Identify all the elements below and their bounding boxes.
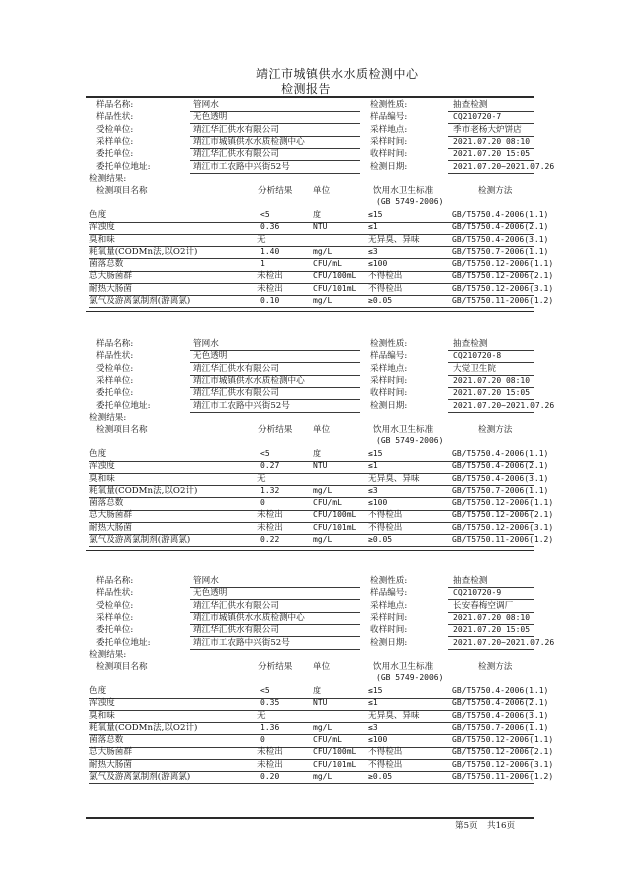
col-header-result: 分析结果 (258, 186, 293, 197)
info-value-entrust-addr: 靖江市工农路中兴街52号 (193, 637, 290, 648)
table-row-unit: CFU/100mL (313, 747, 357, 757)
table-row-method: GB/T5750.4-2006(3.1) (452, 473, 549, 483)
info-underline (190, 412, 360, 413)
table-row-result: <5 (260, 449, 270, 459)
info-label-sampling-time: 采样时间: (370, 136, 408, 147)
table-row-std: 无异臭、异味 (368, 234, 420, 245)
col-header-method: 检测方法 (478, 662, 513, 673)
info-value-receive-time: 2021.07.20 15:05 (453, 149, 531, 159)
info-value-test-date: 2021.07.20~2021.07.26 (453, 161, 555, 171)
table-row-std: ≤1 (368, 698, 378, 708)
table-row-item: 耐热大肠菌 (89, 283, 132, 294)
results-heading: 检测结果: (89, 173, 127, 184)
info-value-entrust: 靖江华汇供水有限公司 (193, 149, 279, 160)
table-row-result: 0.27 (260, 461, 280, 471)
info-value-sample-no: CQ210720-8 (453, 351, 502, 361)
table-row-item: 菌落总数 (89, 259, 124, 270)
table-row-unit: NTU (313, 461, 328, 471)
results-heading: 检测结果: (89, 412, 127, 423)
info-label-test-nature: 检测性质: (370, 576, 408, 586)
table-row-result: <5 (260, 210, 270, 220)
info-underline (190, 649, 360, 650)
table-row-method: GB/T5750.11-2006(1.2) (452, 534, 554, 544)
table-row-unit: mg/L (313, 485, 333, 495)
table-row-result: 1.32 (260, 485, 280, 495)
col-header-std: 饮用水卫生标准 (373, 186, 434, 197)
table-row-item: 浑浊度 (89, 698, 115, 709)
table-row-item: 耗氧量(CODMn法,以O2计) (89, 485, 198, 496)
info-label-sampling-place: 采样地点: (370, 363, 408, 374)
table-row-item: 耗氧量(CODMn法,以O2计) (89, 246, 198, 257)
info-label-sample-name: 样品名称: (96, 100, 134, 110)
report-title: 靖江市城镇供水水质检测中心 (256, 67, 419, 81)
info-value-sampler: 靖江市城镇供水水质检测中心 (193, 136, 305, 147)
info-label-sample-form: 样品性状: (96, 588, 134, 599)
table-row-item: 氯气及游离氯制剂(游离氯) (89, 534, 191, 545)
table-row-std: 不得检出 (368, 747, 403, 758)
table-row-rule (89, 307, 534, 308)
info-label-test-nature: 检测性质: (370, 339, 408, 349)
info-value-sampling-time: 2021.07.20 08:10 (453, 375, 531, 385)
info-label-receive-time: 收样时间: (370, 388, 408, 399)
info-value-sample-no: CQ210720-9 (453, 588, 502, 598)
info-label-sampling-time: 采样时间: (370, 612, 408, 623)
table-row-result: 未检出 (257, 747, 283, 758)
table-row-item: 总大肠菌群 (89, 510, 132, 521)
table-row-unit: mg/L (313, 771, 333, 781)
table-row-item: 氯气及游离氯制剂(游离氯) (89, 771, 191, 782)
info-label-sampling-time: 采样时间: (370, 375, 408, 386)
table-row-std: 不得检出 (368, 510, 403, 521)
table-row-std: ≥0.05 (368, 771, 393, 781)
info-value-test-date: 2021.07.20~2021.07.26 (453, 400, 555, 410)
table-row-unit: mg/L (313, 722, 333, 732)
info-value-client: 靖江华汇供水有限公司 (193, 363, 279, 374)
table-row-item: 总大肠菌群 (89, 271, 132, 282)
info-label-entrust-addr: 委托单位地址: (96, 637, 151, 648)
info-label-client: 受检单位: (96, 363, 134, 374)
table-row-std: ≤15 (368, 449, 383, 459)
info-value-test-nature: 抽查检测 (453, 576, 488, 586)
table-row-unit: NTU (313, 698, 328, 708)
table-row-method: GB/T5750.12-2006(2.1) (452, 271, 554, 281)
table-row-std: ≤3 (368, 246, 378, 256)
table-row-method: GB/T5750.12-2006(3.1) (452, 522, 554, 532)
info-value-entrust: 靖江华汇供水有限公司 (193, 625, 279, 636)
info-label-sample-form: 样品性状: (96, 112, 134, 123)
info-value-test-nature: 抽查检测 (453, 339, 488, 349)
table-row-method: GB/T5750.11-2006(1.2) (452, 771, 554, 781)
table-row-unit: mg/L (313, 246, 333, 256)
table-row-std: 无异臭、异味 (368, 710, 420, 721)
table-row-std: ≤3 (368, 722, 378, 732)
col-header-std: 饮用水卫生标准 (373, 662, 434, 673)
info-value-sampler: 靖江市城镇供水水质检测中心 (193, 375, 305, 386)
info-label-entrust: 委托单位: (96, 625, 134, 636)
info-value-sample-form: 无色透明 (193, 588, 228, 599)
info-label-test-nature: 检测性质: (370, 100, 408, 110)
table-row-method: GB/T5750.12-2006(2.1) (452, 510, 554, 520)
table-row-unit: CFU/101mL (313, 759, 357, 769)
info-label-sampling-place: 采样地点: (370, 600, 408, 611)
table-row-unit: CFU/101mL (313, 283, 357, 293)
info-label-entrust-addr: 委托单位地址: (96, 161, 151, 172)
col-header-std-code: (GB 5749-2006) (376, 436, 444, 446)
col-header-std-code: (GB 5749-2006) (376, 673, 444, 683)
table-row-std: ≤100 (368, 259, 388, 269)
table-row-item: 色度 (89, 449, 107, 460)
table-row-unit: 度 (313, 210, 321, 220)
table-row-unit: CFU/100mL (313, 271, 357, 281)
table-row-rule (89, 783, 534, 784)
table-row-item: 浑浊度 (89, 222, 115, 233)
info-value-sample-form: 无色透明 (193, 112, 228, 123)
table-row-method: GB/T5750.7-2006(1.1) (452, 485, 549, 495)
table-row-unit: CFU/101mL (313, 522, 357, 532)
table-row-std: ≤15 (368, 686, 383, 696)
info-underline (190, 173, 360, 174)
table-row-item: 耗氧量(CODMn法,以O2计) (89, 722, 198, 733)
table-row-result: 0.22 (260, 534, 280, 544)
info-label-sample-name: 样品名称: (96, 339, 134, 349)
table-row-unit: CFU/mL (313, 259, 342, 269)
info-value-entrust: 靖江华汇供水有限公司 (193, 388, 279, 399)
col-header-unit: 单位 (313, 662, 331, 673)
info-label-sampler: 采样单位: (96, 375, 134, 386)
info-label-entrust: 委托单位: (96, 149, 134, 160)
table-row-result: 0 (260, 735, 265, 745)
table-row-result: 0 (260, 498, 265, 508)
col-header-item: 检测项目名称 (96, 662, 148, 673)
table-row-item: 耐热大肠菌 (89, 759, 132, 770)
info-value-entrust-addr: 靖江市工农路中兴街52号 (193, 161, 290, 172)
table-row-result: 无 (257, 710, 266, 721)
results-heading: 检测结果: (89, 649, 127, 660)
info-label-receive-time: 收样时间: (370, 625, 408, 636)
table-row-method: GB/T5750.12-2006(3.1) (452, 283, 554, 293)
table-row-unit: 度 (313, 686, 321, 696)
table-row-unit: CFU/100mL (313, 510, 357, 520)
col-header-std: 饮用水卫生标准 (373, 425, 434, 436)
table-row-method: GB/T5750.12-2006(1.1) (452, 498, 554, 508)
table-row-result: 0.36 (260, 222, 280, 232)
table-row-std: ≥0.05 (368, 534, 393, 544)
table-row-method: GB/T5750.4-2006(3.1) (452, 234, 549, 244)
table-row-item: 色度 (89, 210, 107, 221)
table-row-method: GB/T5750.4-2006(2.1) (452, 698, 549, 708)
col-header-std-code: (GB 5749-2006) (376, 197, 444, 207)
table-row-item: 色度 (89, 686, 107, 697)
table-row-std: 不得检出 (368, 759, 403, 770)
info-label-sample-no: 样品编号: (370, 112, 408, 123)
info-value-test-date: 2021.07.20~2021.07.26 (453, 637, 555, 647)
table-row-method: GB/T5750.11-2006(1.2) (452, 295, 554, 305)
info-value-client: 靖江华汇供水有限公司 (193, 124, 279, 135)
col-header-unit: 单位 (313, 186, 331, 197)
table-row-std: ≤3 (368, 485, 378, 495)
info-label-sampling-place: 采样地点: (370, 124, 408, 135)
info-value-sample-name: 管网水 (193, 100, 219, 110)
table-row-method: GB/T5750.4-2006(2.1) (452, 222, 549, 232)
info-label-sample-no: 样品编号: (370, 588, 408, 599)
info-value-sampling-place: 大觉卫生院 (453, 363, 496, 374)
col-header-unit: 单位 (313, 425, 331, 436)
table-row-item: 氯气及游离氯制剂(游离氯) (89, 295, 191, 306)
table-row-method: GB/T5750.4-2006(1.1) (452, 449, 549, 459)
section-divider (86, 550, 534, 551)
table-row-result: 1.36 (260, 722, 280, 732)
table-row-std: ≤15 (368, 210, 383, 220)
col-header-item: 检测项目名称 (96, 186, 148, 197)
info-label-receive-time: 收样时间: (370, 149, 408, 160)
table-row-item: 耐热大肠菌 (89, 522, 132, 533)
header-rule (86, 96, 534, 98)
table-row-unit: NTU (313, 222, 328, 232)
section-divider (86, 311, 534, 312)
info-value-sampling-time: 2021.07.20 08:10 (453, 136, 531, 146)
info-label-sampler: 采样单位: (96, 136, 134, 147)
footer-rule (86, 817, 534, 819)
info-value-sample-form: 无色透明 (193, 351, 228, 362)
table-row-result: 无 (257, 473, 266, 484)
table-row-std: ≤100 (368, 498, 388, 508)
table-row-item: 浑浊度 (89, 461, 115, 472)
table-row-item: 臭和味 (89, 473, 115, 484)
table-row-item: 总大肠菌群 (89, 747, 132, 758)
info-underline (448, 412, 534, 413)
info-value-entrust-addr: 靖江市工农路中兴街52号 (193, 400, 290, 411)
info-label-sampler: 采样单位: (96, 612, 134, 623)
table-row-std: ≥0.05 (368, 295, 393, 305)
table-row-method: GB/T5750.12-2006(1.1) (452, 259, 554, 269)
table-row-unit: CFU/mL (313, 498, 342, 508)
info-value-sampler: 靖江市城镇供水水质检测中心 (193, 612, 305, 623)
info-value-sample-name: 管网水 (193, 576, 219, 586)
table-row-rule (89, 546, 534, 547)
table-row-item: 臭和味 (89, 234, 115, 245)
table-row-std: 无异臭、异味 (368, 473, 420, 484)
table-row-method: GB/T5750.4-2006(3.1) (452, 710, 549, 720)
table-row-method: GB/T5750.12-2006(1.1) (452, 735, 554, 745)
table-row-result: 0.20 (260, 771, 280, 781)
table-row-item: 菌落总数 (89, 735, 124, 746)
col-header-result: 分析结果 (258, 662, 293, 673)
table-row-method: GB/T5750.7-2006(1.1) (452, 722, 549, 732)
table-row-result: 未检出 (257, 271, 283, 282)
table-row-std: 不得检出 (368, 522, 403, 533)
table-row-result: 0.10 (260, 295, 280, 305)
table-row-result: <5 (260, 686, 270, 696)
info-value-sampling-place: 季市老杨大炉饼店 (453, 124, 522, 135)
table-row-unit: CFU/mL (313, 735, 342, 745)
col-header-method: 检测方法 (478, 425, 513, 436)
table-row-result: 未检出 (257, 510, 283, 521)
table-row-std: ≤100 (368, 735, 388, 745)
info-value-sampling-place: 长安春梅空调厂 (453, 600, 514, 611)
table-row-result: 1.40 (260, 246, 280, 256)
report-subtitle: 检测报告 (281, 82, 332, 96)
table-row-result: 无 (257, 234, 266, 245)
info-value-sampling-time: 2021.07.20 08:10 (453, 612, 531, 622)
info-label-test-date: 检测日期: (370, 161, 408, 172)
info-label-test-date: 检测日期: (370, 400, 408, 411)
info-value-test-nature: 抽查检测 (453, 100, 488, 110)
col-header-method: 检测方法 (478, 186, 513, 197)
table-row-result: 0.35 (260, 698, 280, 708)
col-header-result: 分析结果 (258, 425, 293, 436)
table-row-unit: mg/L (313, 534, 333, 544)
info-value-receive-time: 2021.07.20 15:05 (453, 625, 531, 635)
table-row-result: 未检出 (257, 522, 283, 533)
table-row-result: 1 (260, 259, 265, 269)
info-label-sample-no: 样品编号: (370, 351, 408, 362)
table-row-method: GB/T5750.4-2006(1.1) (452, 686, 549, 696)
table-row-std: 不得检出 (368, 283, 403, 294)
info-label-client: 受检单位: (96, 124, 134, 135)
info-value-sample-no: CQ210720-7 (453, 112, 502, 122)
table-row-method: GB/T5750.4-2006(1.1) (452, 210, 549, 220)
table-row-std: ≤1 (368, 461, 378, 471)
info-value-client: 靖江华汇供水有限公司 (193, 600, 279, 611)
info-value-receive-time: 2021.07.20 15:05 (453, 388, 531, 398)
table-row-method: GB/T5750.12-2006(2.1) (452, 747, 554, 757)
table-row-result: 未检出 (257, 283, 283, 294)
page-number: 第5页 (455, 821, 478, 831)
info-label-sample-name: 样品名称: (96, 576, 134, 586)
table-row-method: GB/T5750.12-2006(3.1) (452, 759, 554, 769)
info-label-entrust-addr: 委托单位地址: (96, 400, 151, 411)
table-row-std: ≤1 (368, 222, 378, 232)
info-label-entrust: 委托单位: (96, 388, 134, 399)
info-underline (448, 649, 534, 650)
info-label-client: 受检单位: (96, 600, 134, 611)
info-underline (448, 173, 534, 174)
info-value-sample-name: 管网水 (193, 339, 219, 349)
page-total: 共16页 (487, 821, 516, 831)
table-row-unit: 度 (313, 449, 321, 459)
table-row-method: GB/T5750.4-2006(2.1) (452, 461, 549, 471)
table-row-method: GB/T5750.7-2006(1.1) (452, 246, 549, 256)
table-row-item: 菌落总数 (89, 498, 124, 509)
table-row-unit: mg/L (313, 295, 333, 305)
table-row-std: 不得检出 (368, 271, 403, 282)
table-row-result: 未检出 (257, 759, 283, 770)
info-label-sample-form: 样品性状: (96, 351, 134, 362)
table-row-item: 臭和味 (89, 710, 115, 721)
col-header-item: 检测项目名称 (96, 425, 148, 436)
info-label-test-date: 检测日期: (370, 637, 408, 648)
